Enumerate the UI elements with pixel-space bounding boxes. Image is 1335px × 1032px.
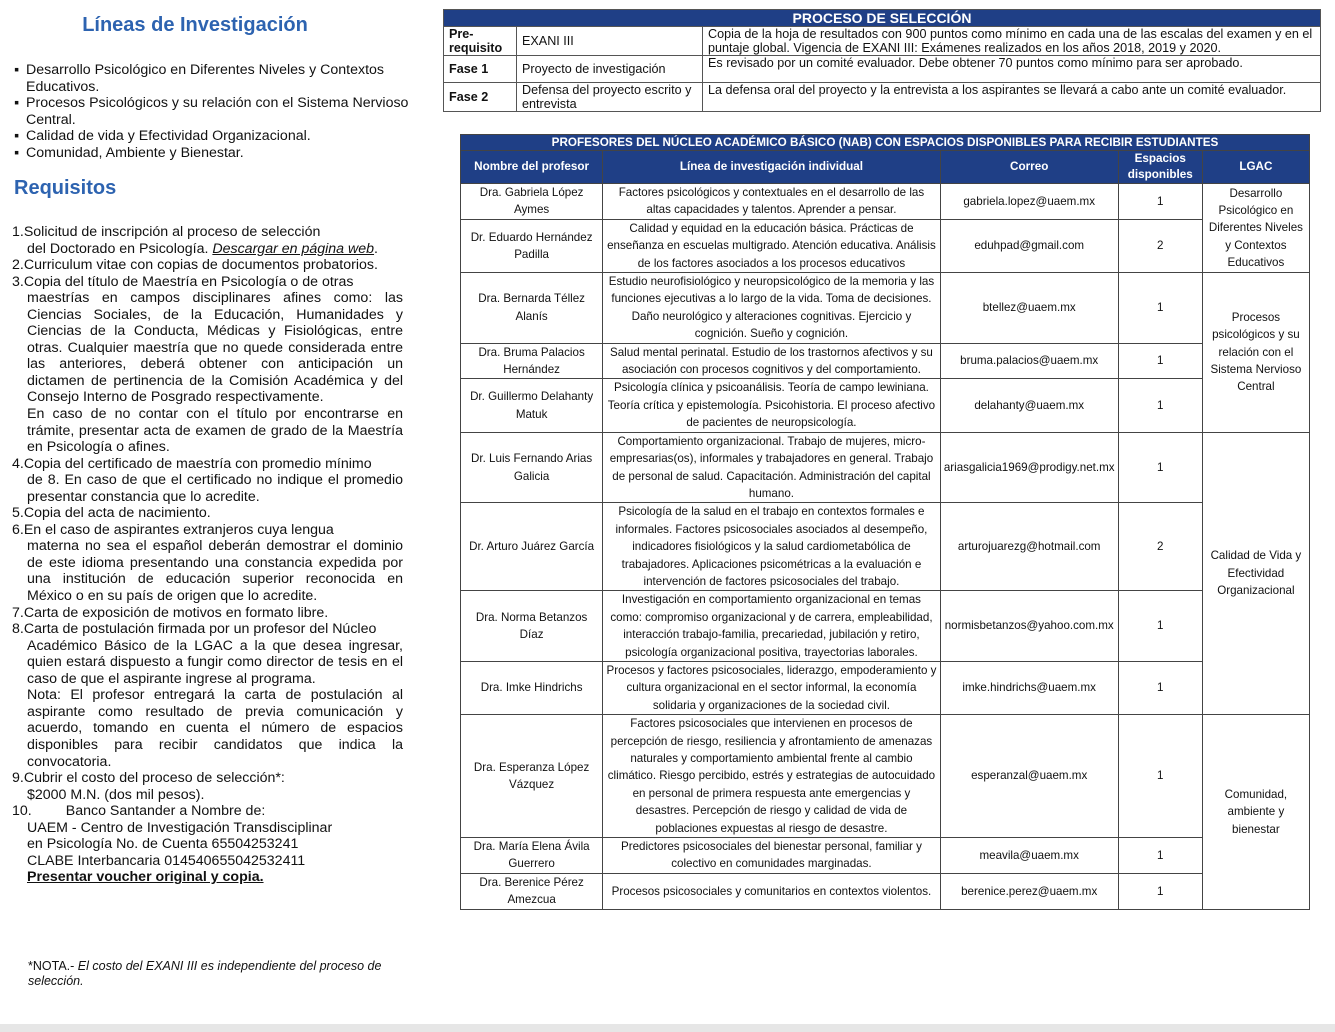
table-row: [461, 715, 1310, 838]
nab-table: [460, 134, 1310, 910]
table-row: [461, 273, 1310, 344]
cell-linea: Procesos y factores psicosociales, liderazgo, empoderamiento y cultura organizacional en el sector informal, la economía solidaria y organizaciones de la sociedad civil.: [603, 661, 940, 714]
cell-espacios: 1: [1118, 715, 1202, 838]
table-row: [461, 503, 1310, 591]
proceso-table: [443, 9, 1321, 112]
req-item-4: [12, 456, 403, 506]
table-row: [444, 56, 1321, 83]
cell-espacios: 1: [1118, 591, 1202, 662]
req-bank-line: CLABE Interbancaria 014540655042532411: [27, 852, 306, 869]
req-item-9: [12, 770, 403, 803]
cell-profesor: Dra. Bernarda Téllez Alanís: [461, 273, 603, 344]
left-column: [0, 0, 420, 1032]
cell-linea: Psicología clínica y psicoanálisis. Teoría de campo lewiniana. Teoría crítica y epistemología. Psicohistoria. El proceso afectivo de pacientes de neuropsicología.: [603, 379, 940, 432]
col-header-lgac: LGAC: [1202, 151, 1309, 184]
cell-correo[interactable]: ariasgalicia1969@prodigy.net.mx: [940, 432, 1118, 503]
col-header-linea: Línea de investigación individual: [603, 151, 940, 184]
cell-linea: Predictores psicosociales del bienestar personal, familiar y colectivo en comunidades marginadas.: [603, 838, 940, 874]
req-text: 6.En el caso de aspirantes extranjeros cuya lengua: [12, 521, 334, 538]
cell-correo[interactable]: delahanty@uaem.mx: [940, 379, 1118, 432]
req-item-8: [12, 621, 403, 770]
req-text: En caso de no contar con el título por encontrarse en trámite, presentar acta de examen de grado de la Maestría en Psicología o afines.: [27, 406, 403, 456]
cell-profesor: Dr. Eduardo Hernández Padilla: [461, 219, 603, 272]
proceso-fase: Fase 2: [444, 83, 517, 112]
lineas-item: ▪ Desarrollo Psicológico en Diferentes Niveles y Contextos Educativos.: [14, 62, 412, 95]
col-header-profesor: Nombre del profesor: [461, 151, 603, 184]
table-row: [461, 343, 1310, 379]
cell-linea: Comportamiento organizacional. Trabajo de mujeres, micro-empresarias(os), informales y trabajadores en general. Trabajo de personal de salud. Capacitación. Administración del capital humano.: [603, 432, 940, 503]
cell-profesor: Dra. Esperanza López Vázquez: [461, 715, 603, 838]
cell-correo[interactable]: berenice.perez@uaem.mx: [940, 873, 1118, 909]
proceso-fase: Fase 1: [444, 56, 517, 83]
cell-espacios: 1: [1118, 184, 1202, 220]
req-item-2: 2.Curriculum vitae con copias de documentos probatorios.: [12, 257, 378, 274]
req-cost: $2000 M.N. (dos mil pesos).: [27, 786, 205, 803]
cell-correo[interactable]: normisbetanzos@yahoo.com.mx: [940, 591, 1118, 662]
req-text: 1.Solicitud de inscripción al proceso de selección: [12, 224, 321, 240]
table-row: [461, 838, 1310, 874]
bottom-bar: [0, 1024, 1335, 1032]
req-text: 8.Carta de postulación firmada por un profesor del Núcleo: [12, 621, 377, 638]
requisitos-title: Requisitos: [14, 177, 117, 199]
cell-profesor: Dra. Berenice Pérez Amezcua: [461, 873, 603, 909]
req-text: de 8. En caso de que el certificado no indique el promedio presentar constancia que lo acredite.: [27, 472, 403, 505]
cell-profesor: Dra. Gabriela López Aymes: [461, 184, 603, 220]
req-bank-line: en Psicología No. de Cuenta 65504253241: [27, 836, 299, 853]
cell-profesor: Dr. Arturo Juárez García: [461, 503, 603, 591]
cell-espacios: 1: [1118, 273, 1202, 344]
cell-profesor: Dra. Norma Betanzos Díaz: [461, 591, 603, 662]
req-text: Académico Básico de la LGAC a la que desea ingresar, quien estará dispuesto a fungir como director de tesis en el caso de que el aspirante ingrese al programa.: [27, 637, 403, 687]
lineas-item: ▪ Calidad de vida y Efectividad Organizacional.: [14, 128, 412, 145]
proceso-etapa: EXANI III: [517, 27, 703, 56]
cell-linea: Factores psicológicos y contextuales en el desarrollo de las altas capacidades y talentos. Aprender a pensar.: [603, 184, 940, 220]
lineas-item: ▪ Comunidad, Ambiente y Bienestar.: [14, 145, 412, 162]
cell-espacios: 1: [1118, 343, 1202, 379]
cell-linea: Investigación en comportamiento organizacional en temas como: compromiso organizacional y de carrera, empleabilidad, interacción trabajo-familia, precariedad, jubilación y retiro, psicología organizacional positiva, trayectorias laborales.: [603, 591, 940, 662]
req-item-5: 5.Copia del acta de nacimiento.: [12, 505, 211, 522]
cell-lgac: Comunidad, ambiente y bienestar: [1202, 715, 1309, 909]
cell-profesor: Dra. María Elena Ávila Guerrero: [461, 838, 603, 874]
cell-espacios: 1: [1118, 838, 1202, 874]
lineas-item: ▪ Procesos Psicológicos y su relación con el Sistema Nervioso Central.: [14, 95, 412, 128]
cell-linea: Calidad y equidad en la educación básica. Prácticas de enseñanza en escuelas multigrado. Atención educativa. Análisis de los factores asociados a los procesos educativos: [603, 219, 940, 272]
cell-espacios: 2: [1118, 219, 1202, 272]
cell-espacios: 1: [1118, 432, 1202, 503]
req-text: Banco Santander a Nombre de:: [65, 803, 266, 820]
req-text: 4.Copia del certificado de maestría con promedio mínimo: [12, 455, 372, 472]
table-row: [461, 591, 1310, 662]
cell-espacios: 1: [1118, 873, 1202, 909]
req-text: del Doctorado en Psicología.: [27, 240, 209, 257]
req-text: maestrías en campos disciplinares afines como: las Ciencias Sociales, de la Educación, Humanidades y Ciencias de la Conducta, Médicas y Fisiológicas, entre otras. Cualquier maestría que no quede considerada entre las anteriores, deberá obtener con anticipación un dictamen de pertinencia de la Comisión Académica y del Consejo Interno de Posgrado respectivamente.: [27, 290, 403, 406]
table-row: [444, 27, 1321, 56]
cell-lgac: Desarrollo Psicológico en Diferentes Niveles y Contextos Educativos: [1202, 184, 1309, 273]
req-text: 9.Cubrir el costo del proceso de selección*:: [12, 770, 285, 787]
cell-espacios: 1: [1118, 379, 1202, 432]
cell-profesor: Dra. Bruma Palacios Hernández: [461, 343, 603, 379]
cell-correo[interactable]: imke.hindrichs@uaem.mx: [940, 661, 1118, 714]
requisitos-list: [12, 224, 403, 886]
cell-espacios: 2: [1118, 503, 1202, 591]
cell-linea: Estudio neurofisiológico y neuropsicológico de la memoria y las funciones ejecutivas a lo largo de la vida. Toma de decisiones. Daño neurológico y alteraciones cognitivas. Ejercicio y cognición. Sueño y cognición.: [603, 273, 940, 344]
cell-linea: Factores psicosociales que intervienen en procesos de percepción de riesgo, resiliencia y afrontamiento de amenazas naturales y comportamiento ambiental frente al cambio climático. Riesgo percibido, estrés y estrategias de autocuidado en personal de primera respuesta ante emergencias y desastres. Percepción de riesgo y calidad de vida de poblaciones expuestas al riesgo de desastre.: [603, 715, 940, 838]
col-header-espacios: Espacios disponibles: [1118, 151, 1202, 184]
req-item-7: 7.Carta de exposición de motivos en formato libre.: [12, 604, 329, 621]
cell-correo[interactable]: arturojuarezg@hotmail.com: [940, 503, 1118, 591]
req-item-3: [12, 274, 403, 456]
cell-correo[interactable]: btellez@uaem.mx: [940, 273, 1118, 344]
proceso-title: PROCESO DE SELECCIÓN: [444, 10, 1321, 27]
req-text: materna no sea el español deberán demostrar el dominio de este idioma presentando una constancia expedida por una institución de educación superior reconocida en México o en su país de origen que lo acredite.: [27, 538, 403, 605]
req-item-10: [12, 803, 403, 886]
table-row: [461, 219, 1310, 272]
proceso-fase: Pre-requisito: [444, 27, 517, 56]
download-link[interactable]: Descargar en página web: [212, 240, 375, 257]
proceso-desc: Es revisado por un comité evaluador. Debe obtener 70 puntos como mínimo para ser aprobado.: [703, 56, 1321, 83]
req-text: 3.Copia del título de Maestría en Psicología o de otras: [12, 273, 354, 290]
proceso-etapa: Proyecto de investigación: [517, 56, 703, 83]
col-header-correo: Correo: [940, 151, 1118, 184]
cell-linea: Procesos psicosociales y comunitarios en contextos violentos.: [603, 873, 940, 909]
proceso-etapa: Defensa del proyecto escrito y entrevista: [517, 83, 703, 112]
req-item-1: 1.Solicitud de inscripción al proceso de selección del Doctorado en Psicología. Descargar en página web.: [12, 224, 403, 257]
req-item-6: [12, 522, 403, 605]
cell-profesor: Dr. Luis Fernando Arias Galicia: [461, 432, 603, 503]
nab-title: PROFESORES DEL NÚCLEO ACADÉMICO BÁSICO (NAB) CON ESPACIOS DISPONIBLES PARA RECIBIR ESTUDIANTES: [461, 135, 1310, 151]
cell-correo[interactable]: esperanzal@uaem.mx: [940, 715, 1118, 838]
lineas-list: [14, 62, 412, 162]
nota-label: *NOTA.-: [28, 959, 75, 973]
cell-correo[interactable]: meavila@uaem.mx: [940, 838, 1118, 874]
cell-profesor: Dra. Imke Hindrichs: [461, 661, 603, 714]
cell-linea: Salud mental perinatal. Estudio de los trastornos afectivos y su asociación con procesos cognitivos y del comportamiento.: [603, 343, 940, 379]
table-row: [444, 83, 1321, 112]
cell-lgac: Calidad de Vida y Efectividad Organizacional: [1202, 432, 1309, 715]
req-note: Nota: El profesor entregará la carta de postulación al aspirante como resultado de previa comunicación y acuerdo, tomando en cuenta el número de espacios disponibles para recibir candidatos que indica la convocatoria.: [27, 687, 403, 770]
table-row: [461, 873, 1310, 909]
cell-correo[interactable]: bruma.palacios@uaem.mx: [940, 343, 1118, 379]
table-row: [461, 432, 1310, 503]
req-bank-line: UAEM - Centro de Investigación Transdisciplinar: [27, 819, 333, 836]
nota-text: El costo del EXANI III es independiente del proceso de selección.: [28, 959, 382, 988]
cell-linea: Psicología de la salud en el trabajo en contextos formales e informales. Factores psicosociales asociados al desempeño, indicadores fisiológicos y la salud cardiometabólica de trabajadores. Aplicaciones psicométricas a la evaluación e intervención de factores psicosociales del trabajo.: [603, 503, 940, 591]
cell-correo[interactable]: eduhpad@gmail.com: [940, 219, 1118, 272]
req-num: 10.: [12, 803, 32, 820]
req-voucher: Presentar voucher original y copia.: [27, 869, 264, 886]
table-row: [461, 184, 1310, 220]
table-row: [461, 379, 1310, 432]
proceso-desc: La defensa oral del proyecto y la entrevista a los aspirantes se llevará a cabo ante un comité evaluador.: [703, 83, 1321, 112]
cell-lgac: Procesos psicológicos y su relación con el Sistema Nervioso Central: [1202, 273, 1309, 433]
nota-footnote: [28, 959, 408, 989]
proceso-desc: Copia de la hoja de resultados con 900 puntos como mínimo en cada una de las escalas del examen y en el puntaje global. Vigencia de EXANI III: Exámenes realizados en los años 2018, 2019 y 2020.: [703, 27, 1321, 56]
table-row: [461, 661, 1310, 714]
cell-correo[interactable]: gabriela.lopez@uaem.mx: [940, 184, 1118, 220]
cell-profesor: Dr. Guillermo Delahanty Matuk: [461, 379, 603, 432]
lineas-title: Líneas de Investigación: [82, 14, 308, 36]
cell-espacios: 1: [1118, 661, 1202, 714]
